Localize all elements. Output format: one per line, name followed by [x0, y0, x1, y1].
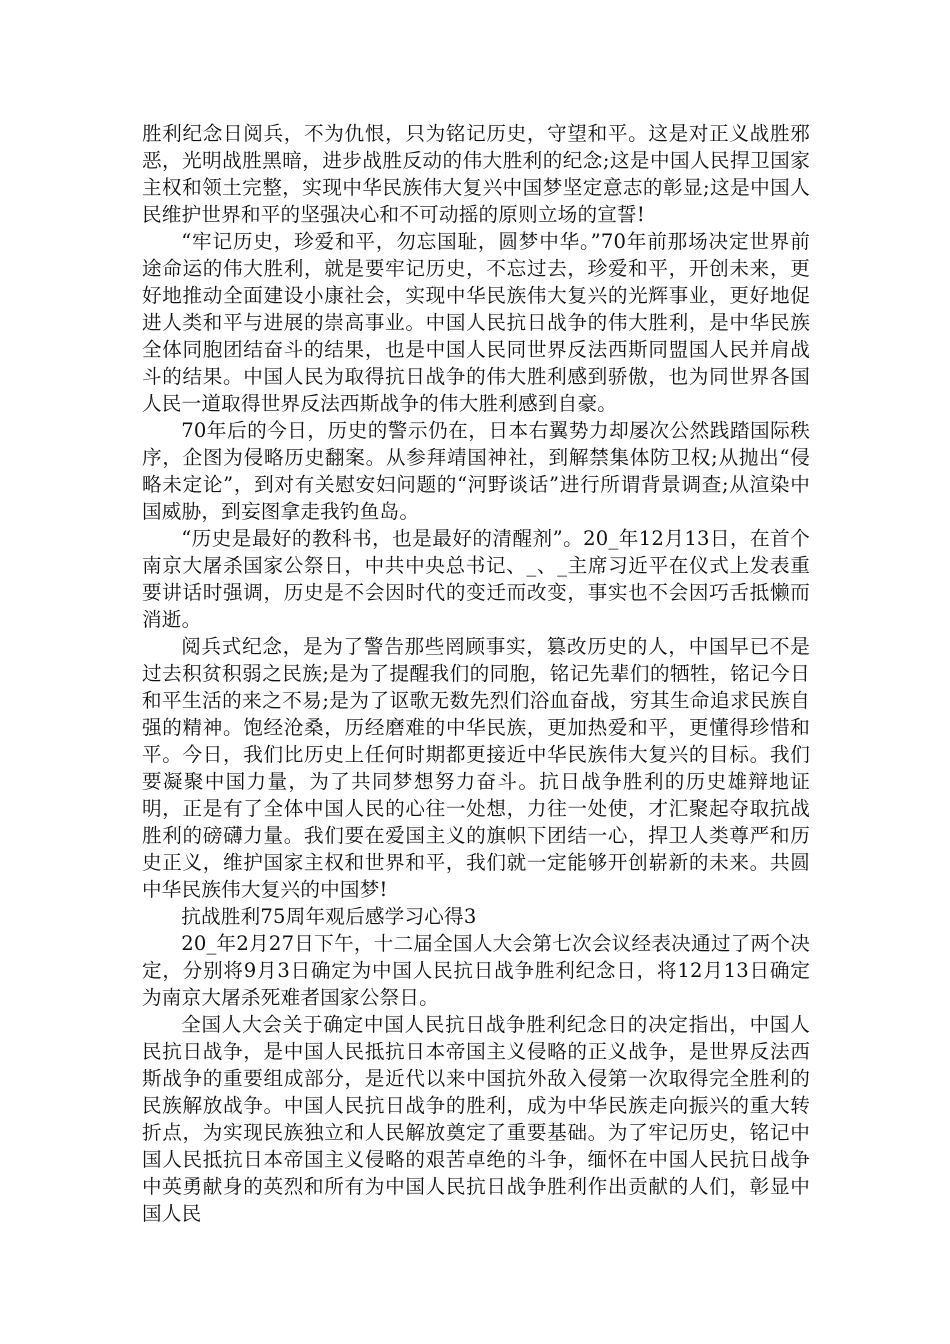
- document-page: [142, 120, 810, 1227]
- paragraph-5: 阅兵式纪念，是为了警告那些罔顾事实，篡改历史的人，中国早已不是过去积贫积弱之民族;是为了提醒我们的同胞，铭记先辈们的牺牲，铭记今日和平生活的来之不易;是为了讴歌无数先烈们浴血奋战，穷其生命追求民族自强的精神。饱经沧桑，历经磨难的中华民族，更加热爱和平，更懂得珍惜和平。今日，我们比历史上任何时期都更接近中华民族伟大复兴的目标。我们要凝聚中国力量，为了共同梦想努力奋斗。抗日战争胜利的历史雄辩地证明，正是有了全体中国人民的心往一处想，力往一处使，才汇聚起夺取抗战胜利的磅礴力量。我们要在爱国主义的旗帜下团结一心，捍卫人类尊严和历史正义，维护国家主权和世界和平，我们就一定能够开创崭新的未来。共圆中华民族伟大复兴的中国梦!: [142, 635, 810, 901]
- section-heading: 抗战胜利75周年观后感学习心得3: [181, 905, 477, 928]
- paragraph-7: 20_年2月27日下午，十二届全国人大会第七次会议经表决通过了两个决定，分别将9月3日确定为中国人民抗日战争胜利纪念日，将12月13日确定为南京大屠杀死难者国家公祭日。: [142, 932, 810, 1009]
- paragraph-1: 胜利纪念日阅兵，不为仇恨，只为铭记历史，守望和平。这是对正义战胜邪恶，光明战胜黑暗，进步战胜反动的伟大胜利的纪念;这是中国人民捍卫国家主权和领土完整，实现中华民族伟大复兴中国梦坚定意志的彰显;这是中国人民维护世界和平的坚强决心和不可动摇的原则立场的宣誓!: [142, 122, 810, 226]
- paragraph-4: “历史是最好的教科书，也是最好的清醒剂”。20_年12月13日，在首个南京大屠杀国家公祭日，中共中央总书记、_、_主席习近平在仪式上发表重要讲话时强调，历史是不会因时代的变迁而改变，事实也不会因巧舌抵懒而消逝。: [142, 527, 810, 631]
- paragraph-8: 全国人大会关于确定中国人民抗日战争胜利纪念日的决定指出，中国人民抗日战争，是中国人民抵抗日本帝国主义侵略的正义战争，是世界反法西斯战争的重要组成部分，是近代以来中国抗外敌入侵第一次取得完全胜利的民族解放战争。中国人民抗日战争的胜利，成为中华民族走向振兴的重大转折点，为实现民族独立和人民解放奠定了重要基础。为了牢记历史，铭记中国人民抵抗日本帝国主义侵略的艰苦卓绝的斗争，缅怀在中国人民抗日战争中英勇献身的英烈和所有为中国人民抗日战争胜利作出贡献的人们，彰显中国人民: [142, 1013, 810, 1225]
- paragraph-2: “牢记历史，珍爱和平，勿忘国耻，圆梦中华。”70年前那场决定世界前途命运的伟大胜利，就是要牢记历史，不忘过去，珍爱和平，开创未来，更好地推动全面建设小康社会，实现中华民族伟大复兴的光辉事业，更好地促进人类和平与进展的崇高事业。中国人民抗日战争的伟大胜利，是中华民族全体同胞团结奋斗的结果，也是中国人民同世界反法西斯同盟国人民并肩战斗的结果。中国人民为取得抗日战争的伟大胜利感到骄傲，也为同世界各国人民一道取得世界反法西斯战争的伟大胜利感到自豪。: [142, 230, 810, 415]
- paragraph-3: 70年后的今日，历史的警示仍在，日本右翼势力却屡次公然践踏国际秩序，企图为侵略历史翻案。从参拜靖国神社，到解禁集体防卫权;从抛出“侵略未定论”，到对有关慰安妇问题的“河野谈话”进行所谓背景调查;从渲染中国威胁，到妄图拿走我钓鱼岛。: [142, 419, 810, 523]
